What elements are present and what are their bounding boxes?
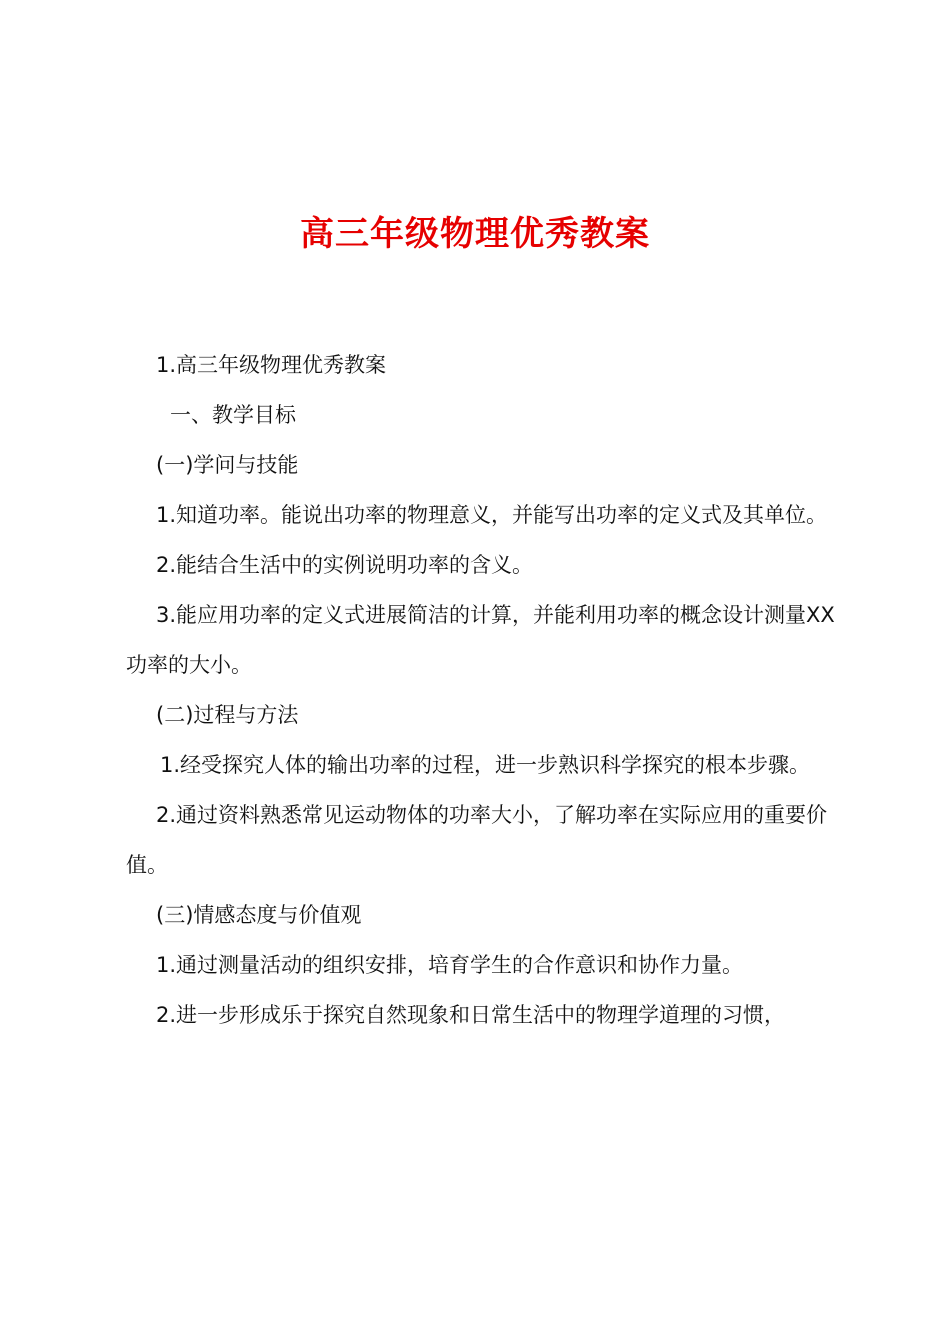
paragraph: 3.能应用功率的定义式进展简洁的计算，并能利用功率的概念设计测量XX功率的大小。: [126, 603, 835, 677]
paragraph: 2.能结合生活中的实例说明功率的含义。: [156, 553, 534, 577]
paragraph: 1.通过测量活动的组织安排，培育学生的合作意识和协作力量。: [156, 953, 744, 977]
subsection-heading: (一)学问与技能: [156, 453, 299, 477]
paragraph: 2.进一步形成乐于探究自然现象和日常生活中的物理学道理的习惯，: [156, 1003, 786, 1027]
document-body: [126, 340, 836, 1040]
subsection-heading: (二)过程与方法: [156, 703, 299, 727]
paragraph: 1.经受探究人体的输出功率的过程，进一步熟识科学探究的根本步骤。: [160, 753, 811, 777]
subsection-heading: (三)情感态度与价值观: [156, 903, 362, 927]
paragraph: 2.通过资料熟悉常见运动物体的功率大小，了解功率在实际应用的重要价值。: [126, 803, 828, 877]
document-title: 高三年级物理优秀教案: [300, 214, 650, 254]
paragraph: 1.知道功率。能说出功率的物理意义，并能写出功率的定义式及其单位。: [156, 503, 828, 527]
section-heading: 一、教学目标: [170, 403, 296, 427]
paragraph-heading: 1.高三年级物理优秀教案: [156, 353, 387, 377]
